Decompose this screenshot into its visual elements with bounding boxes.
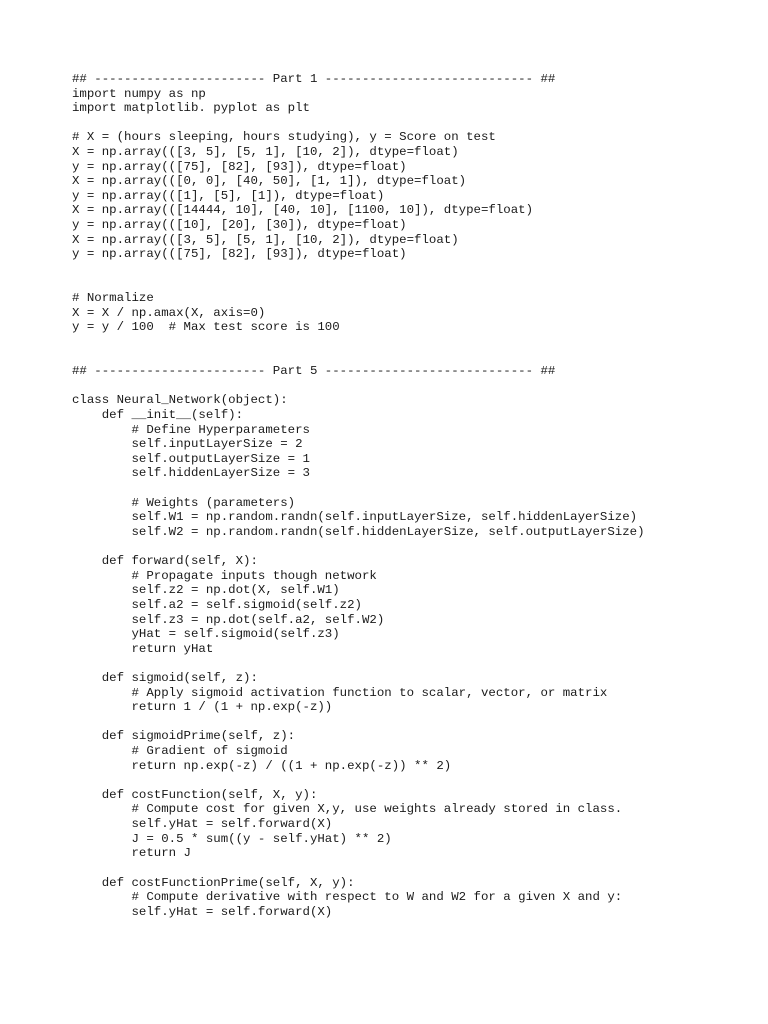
- code-line: [72, 350, 645, 365]
- code-line: y = np.array(([75], [82], [93]), dtype=float): [72, 159, 407, 174]
- code-line: [72, 379, 645, 394]
- code-line: self.outputLayerSize = 1: [72, 451, 310, 466]
- code-line: def sigmoid(self, z):: [72, 670, 258, 685]
- code-listing: [72, 72, 645, 919]
- code-line: return yHat: [72, 641, 214, 656]
- code-line: def costFunctionPrime(self, X, y):: [72, 875, 355, 890]
- code-line: yHat = self.sigmoid(self.z3): [72, 627, 340, 642]
- code-line: # Weights (parameters): [72, 495, 296, 510]
- code-line: [72, 262, 645, 277]
- code-line: def forward(self, X):: [72, 554, 258, 569]
- code-line: def sigmoidPrime(self, z):: [72, 729, 296, 744]
- code-line: # X = (hours sleeping, hours studying), y = Score on test: [72, 130, 496, 145]
- code-line: return 1 / (1 + np.exp(-z)): [72, 700, 333, 715]
- code-line: return np.exp(-z) / ((1 + np.exp(-z)) ** 2): [72, 758, 452, 773]
- code-line: # Compute derivative with respect to W and W2 for a given X and y:: [72, 890, 623, 905]
- code-line: X = np.array(([3, 5], [5, 1], [10, 2]), dtype=float): [72, 232, 459, 247]
- code-line: class Neural_Network(object):: [72, 393, 288, 408]
- code-line: self.hiddenLayerSize = 3: [72, 466, 310, 481]
- code-line: # Apply sigmoid activation function to scalar, vector, or matrix: [72, 685, 608, 700]
- code-line: self.a2 = self.sigmoid(self.z2): [72, 597, 362, 612]
- code-line: y = np.array(([10], [20], [30]), dtype=float): [72, 218, 407, 233]
- code-line: self.W2 = np.random.randn(self.hiddenLayerSize, self.outputLayerSize): [72, 524, 645, 539]
- code-line: # Propagate inputs though network: [72, 568, 377, 583]
- code-line: def costFunction(self, X, y):: [72, 787, 318, 802]
- code-line: return J: [72, 846, 191, 861]
- code-line: # Compute cost for given X,y, use weights already stored in class.: [72, 802, 623, 817]
- code-line: [72, 540, 645, 555]
- code-line: [72, 335, 645, 350]
- code-line: y = np.array(([75], [82], [93]), dtype=float): [72, 247, 407, 262]
- code-line: # Normalize: [72, 291, 154, 306]
- code-line: # Gradient of sigmoid: [72, 744, 288, 759]
- code-line: X = np.array(([14444, 10], [40, 10], [1100, 10]), dtype=float): [72, 203, 534, 218]
- code-line: [72, 861, 645, 876]
- code-line: [72, 277, 645, 292]
- code-line: self.z2 = np.dot(X, self.W1): [72, 583, 340, 598]
- code-line: self.yHat = self.forward(X): [72, 817, 333, 832]
- code-line: X = X / np.amax(X, axis=0): [72, 305, 266, 320]
- code-line: self.z3 = np.dot(self.a2, self.W2): [72, 612, 385, 627]
- code-line: J = 0.5 * sum((y - self.yHat) ** 2): [72, 831, 392, 846]
- code-line: [72, 715, 645, 730]
- code-line: y = y / 100 # Max test score is 100: [72, 320, 340, 335]
- code-line: import matplotlib. pyplot as plt: [72, 101, 310, 116]
- code-line: [72, 481, 645, 496]
- code-line: ## ----------------------- Part 1 ---------------------------- ##: [72, 72, 556, 86]
- code-line: [72, 656, 645, 671]
- code-line: X = np.array(([3, 5], [5, 1], [10, 2]), dtype=float): [72, 145, 459, 160]
- code-line: self.yHat = self.forward(X): [72, 904, 333, 919]
- code-line: ## ----------------------- Part 5 ---------------------------- ##: [72, 364, 556, 379]
- code-line: [72, 773, 645, 788]
- code-line: X = np.array(([0, 0], [40, 50], [1, 1]), dtype=float): [72, 174, 467, 189]
- code-line: self.inputLayerSize = 2: [72, 437, 303, 452]
- code-line: y = np.array(([1], [5], [1]), dtype=float): [72, 188, 385, 203]
- code-line: def __init__(self):: [72, 408, 244, 423]
- code-line: import numpy as np: [72, 86, 206, 101]
- code-line: # Define Hyperparameters: [72, 422, 310, 437]
- code-line: self.W1 = np.random.randn(self.inputLayerSize, self.hiddenLayerSize): [72, 510, 638, 525]
- code-line: [72, 116, 645, 131]
